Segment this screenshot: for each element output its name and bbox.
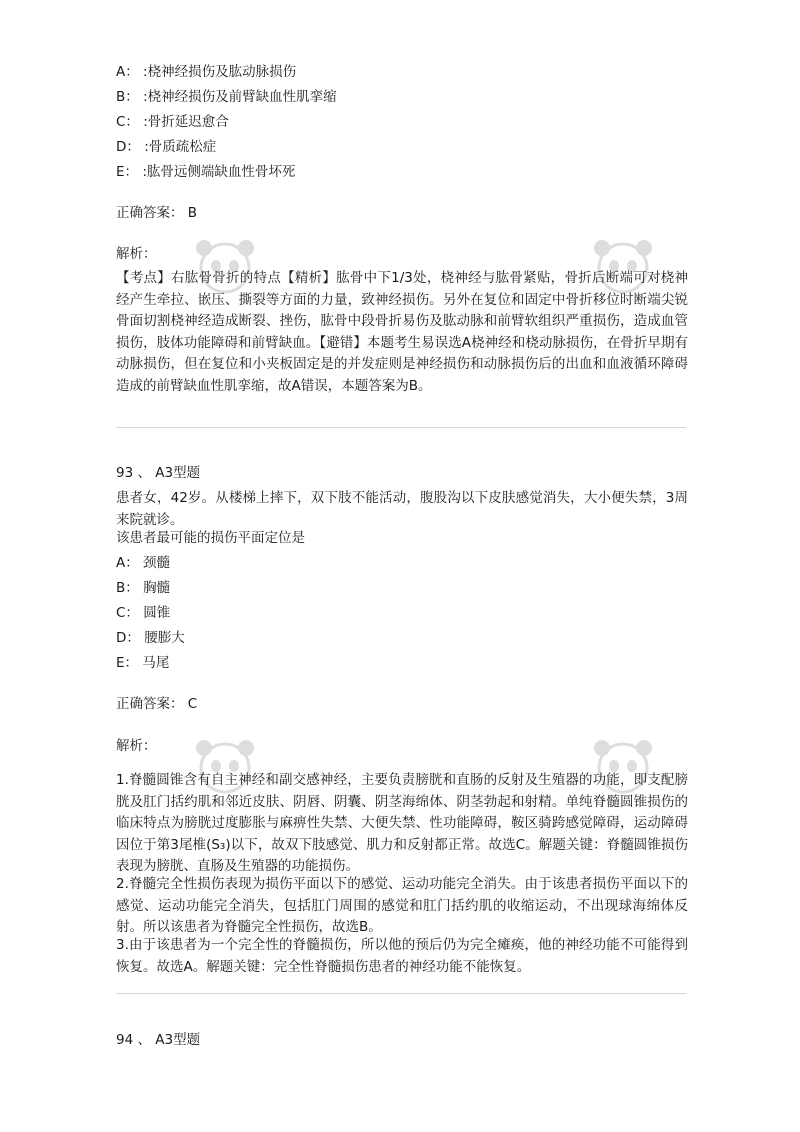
q93-question: 该患者最可能的损伤平面定位是	[116, 530, 305, 546]
q93-analysis-2: 2.脊髓完全性损伤表现为损伤平面以下的感觉、运动功能完全消失。由于该患者损伤平面以下的感觉、运动功能完全消失，包括肛门周围的感觉和肛门括约肌的收缩运动，不出现球海绵体反射。所以该患者为脊髓完全性损伤，故选B。	[116, 876, 688, 935]
q93-analysis-label: 解析：	[116, 738, 157, 754]
q93-option-a: A： 颈髓	[116, 555, 171, 571]
q93-option-d: D： 腰膨大	[116, 630, 185, 646]
q93-stem: 患者女，42岁。从楼梯上摔下，双下肢不能活动，腹股沟以下皮肤感觉消失，大小便失禁，3周来院就诊。	[116, 490, 688, 528]
q93-option-e: E： 马尾	[116, 655, 170, 671]
q93-analysis-3: 3.由于该患者为一个完全性的脊髓损伤，所以他的预后仍为完全瘫痪，他的神经功能不可能得到恢复。故选A。解题关键：完全性脊髓损伤患者的神经功能不能恢复。	[116, 937, 688, 975]
q92-answer: 正确答案： B	[116, 205, 198, 221]
q93-option-c: C： 圆锥	[116, 605, 171, 621]
q92-option-c: C： :骨折延迟愈合	[116, 114, 229, 130]
q92-option-d: D： :骨质疏松症	[116, 139, 217, 155]
q92-analysis-text: 【考点】右肱骨骨折的特点【精析】肱骨中下1/3处，桡神经与肱骨紧贴，骨折后断端可对桡神经产生牵拉、嵌压、撕裂等方面的力量，致神经损伤。另外在复位和固定中骨折移位时断端尖锐骨面切割桡神经造成断裂、挫伤，肱骨中段骨折易伤及肱动脉和前臂软组织严重损伤，造成血管损伤，肢体功能障碍和前臂缺血。【避错】本题考生易误选A桡神经和桡动脉损伤，在骨折早期有动脉损伤，但在复位和小夹板固定是的并发症则是神经损伤和动脉损伤后的出血和血液循环障碍造成的前臂缺血性肌挛缩，故A错误，本题答案为B。	[116, 270, 688, 394]
q94-header: 94 、 A3型题	[116, 1032, 201, 1048]
q93-header: 93 、 A3型题	[116, 465, 201, 481]
q92-option-e: E： :肱骨远侧端缺血性骨坏死	[116, 164, 296, 180]
divider	[116, 427, 686, 428]
q93-analysis-1: 1.脊髓圆锥含有自主神经和副交感神经，主要负责膀胱和直肠的反射及生殖器的功能，即支配膀胱及肛门括约肌和邻近皮肤、阴唇、阴囊、阴茎海绵体、阴茎勃起和射精。单纯脊髓圆锥损伤的临床特点为膀胱过度膨胀与麻痹性失禁、大便失禁、性功能障碍，鞍区骑跨感觉障碍，运动障碍因位于第3尾椎(S₃)以下，故双下肢感觉、肌力和反射都正常。故选C。解题关键：脊髓圆锥损伤表现为膀胱、直肠及生殖器的功能损伤。	[116, 772, 688, 874]
divider	[116, 993, 686, 994]
q93-answer: 正确答案： C	[116, 696, 198, 712]
q92-option-b: B： :桡神经损伤及前臂缺血性肌挛缩	[116, 89, 337, 105]
q92-option-a: A： :桡神经损伤及肱动脉损伤	[116, 64, 297, 80]
q92-analysis-label: 解析：	[116, 246, 157, 262]
q93-option-b: B： 胸髓	[116, 580, 171, 596]
